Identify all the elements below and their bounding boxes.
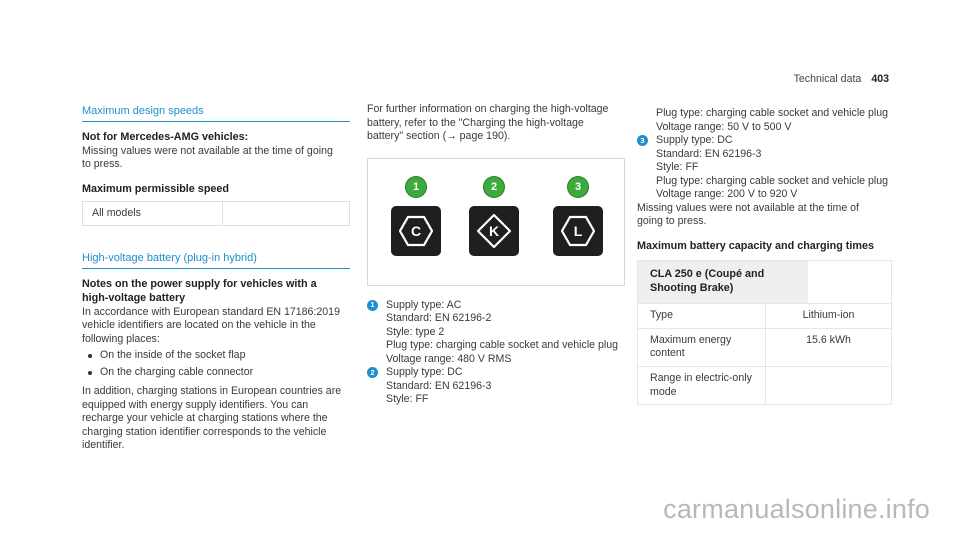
item-line: Style: FF — [386, 393, 429, 406]
spec-table-header: CLA 250 e (Coupé and Shooting Brake) — [638, 261, 808, 304]
item-line: Plug type: charging cable socket and vehicle plug — [656, 174, 889, 187]
battery-spec-table — [637, 260, 892, 405]
missing-values-note: Missing values were not available at the time of going to press. — [637, 201, 859, 228]
item-number-badge: 1 — [367, 300, 378, 311]
identifier-location-list — [82, 349, 350, 379]
numbered-item-2 — [367, 366, 625, 407]
item-line: Voltage range: 50 V to 500 V — [656, 120, 792, 133]
item-number-badge: 2 — [367, 367, 378, 378]
right-column — [637, 107, 892, 405]
item-line: Standard: EN 62196-3 — [386, 379, 492, 392]
page-number: 403 — [871, 73, 889, 85]
numbered-item-1 — [367, 299, 625, 367]
item-line: Standard: EN 62196-2 — [386, 312, 492, 325]
left-column — [82, 104, 350, 453]
table-row — [638, 366, 891, 404]
list-item: On the charging cable connector — [82, 366, 350, 380]
spec-label: Type — [638, 304, 766, 328]
spec-value: Lithium-ion — [802, 309, 855, 322]
item-line: Plug type: charging cable socket and vehicle plug — [386, 339, 619, 352]
further-info-paragraph: For further information on charging the high-voltage battery, refer to the "Charging the high-voltage battery" section (→ page 190). — [367, 103, 609, 143]
header-section-title: Technical data — [793, 73, 862, 85]
identifier-l-icon — [553, 206, 603, 256]
item-2-continuation — [637, 107, 892, 134]
item-body — [656, 134, 892, 202]
section-title-hv-battery: High-voltage battery (plug-in hybrid) — [82, 251, 350, 269]
figure-item-c — [389, 177, 443, 256]
page-header — [794, 73, 889, 87]
item-line: Supply type: DC — [656, 134, 733, 147]
svg-text:L: L — [573, 222, 583, 239]
svg-text:C: C — [410, 222, 422, 239]
spec-value: 15.6 kWh — [806, 333, 851, 346]
capacity-heading: Maximum battery capacity and charging times — [637, 239, 875, 252]
figure-badge: 2 — [484, 177, 504, 197]
table-row — [638, 328, 891, 366]
item-line: Style: type 2 — [386, 325, 445, 338]
middle-column — [367, 103, 625, 407]
missing-values-note: Missing values were not available at the time of going to press. — [82, 144, 333, 171]
item-number-badge: 3 — [637, 135, 648, 146]
spec-value — [766, 367, 891, 404]
item-line: Supply type: DC — [386, 366, 463, 379]
table-row — [638, 303, 891, 328]
speed-table-value — [223, 202, 349, 225]
watermark: carmanualsonline.info — [663, 494, 930, 525]
charging-stations-paragraph: In addition, charging stations in European countries are equipped with energy supply identifiers. You can recharge your vehicle at charging stations where the charging station identifier corresponds to the vehicle identifier. — [82, 385, 342, 452]
item-line: Standard: EN 62196-3 — [656, 147, 762, 160]
charging-identifier-figure — [367, 158, 625, 286]
svg-text:K: K — [488, 222, 500, 239]
item-line: Voltage range: 200 V to 920 V — [656, 188, 798, 201]
figure-badge: 3 — [568, 177, 588, 197]
item-line: Supply type: AC — [386, 298, 462, 311]
item-line: Plug type: charging cable socket and vehicle plug — [656, 107, 889, 119]
item-line: Style: FF — [656, 161, 699, 174]
figure-item-l — [551, 177, 605, 256]
amg-heading: Not for Mercedes-AMG vehicles: — [82, 131, 249, 144]
identifier-c-icon — [391, 206, 441, 256]
max-permissible-speed-heading: Maximum permissible speed — [82, 182, 230, 195]
item-body — [386, 299, 625, 367]
figure-badge: 1 — [406, 177, 426, 197]
identifier-k-icon — [469, 206, 519, 256]
spec-label: Range in electric-only mode — [638, 367, 766, 404]
figure-item-k — [467, 177, 521, 256]
item-body — [386, 366, 625, 407]
standard-paragraph: In accordance with European standard EN 17186:2019 vehicle identifiers are located on the vehicle in the following places: — [82, 305, 340, 345]
section-title-max-speeds: Maximum design speeds — [82, 104, 350, 122]
notes-power-supply-heading: Notes on the power supply for vehicles with a high-voltage battery — [82, 277, 317, 304]
list-item: On the inside of the socket flap — [82, 349, 350, 363]
item-line: Voltage range: 480 V RMS — [386, 352, 512, 365]
speed-table-cell: All models — [83, 202, 223, 225]
numbered-item-3 — [637, 134, 892, 202]
spec-label: Maximum energy content — [638, 329, 766, 366]
speed-table — [82, 201, 350, 226]
